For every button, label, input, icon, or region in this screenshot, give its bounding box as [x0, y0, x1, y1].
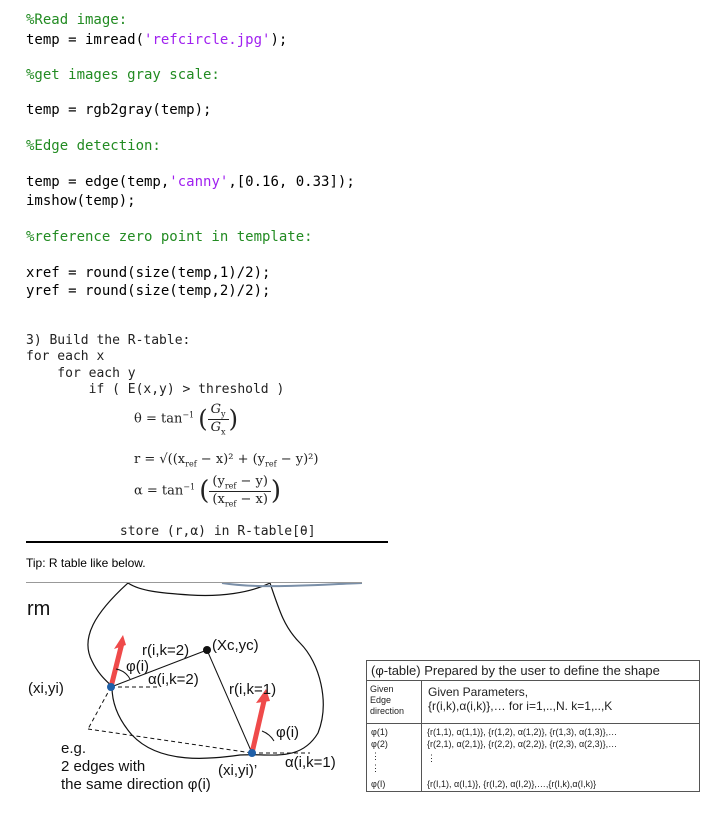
col1-line: Edge — [370, 695, 392, 705]
comment-edge-detection: %Edge detection: — [26, 138, 161, 154]
formula-sub: ref — [185, 459, 197, 469]
formula-exponent: −1 — [183, 482, 196, 492]
col1-line: direction — [370, 706, 405, 716]
r-table-row-value: {r(1,1), α(1,1)}, {r(1,2), α(1,2)}, {r(1,3), α(1,3)},… — [427, 727, 618, 737]
formula-theta: $\theta = \tan^{-1}$ ( $\frac{G_y}{G_x}$ ) — [134, 402, 238, 437]
formula-denominator: (x — [212, 491, 225, 507]
r-table-ellipsis: ⋮ — [427, 753, 436, 763]
label-two-edges: 2 edges with — [61, 758, 146, 775]
formula-sub: ref — [224, 499, 237, 509]
formula-fraction — [209, 474, 271, 508]
formula-text: − y)²) — [276, 452, 319, 467]
gradient-arrow-top — [111, 643, 122, 687]
label-reference-center: (Xc,yc) — [212, 637, 259, 654]
r-table-col1-header — [367, 681, 421, 720]
r-table-row-key: φ(1) — [371, 727, 388, 737]
r-line-k1 — [207, 650, 252, 753]
comment-gray-scale: %get images gray scale: — [26, 67, 220, 83]
edge-point-bottom — [248, 749, 256, 757]
formula-numerator: (y — [212, 474, 225, 489]
code-text: temp = imread( — [26, 32, 145, 48]
r-table-row-key: φ(I) — [371, 779, 386, 789]
r-table-row-value: {r(I,1), α(I,1)}, {r(I,2), α(I,2)},…,{r(I,k),α(I,k)} — [427, 779, 597, 789]
formula-r — [134, 452, 318, 469]
formula-fraction — [208, 402, 229, 436]
r-table-header: (φ-table) Prepared by the user to define the shape — [367, 661, 699, 681]
r-table-column-headers — [367, 681, 699, 724]
code-text: ); — [270, 32, 288, 48]
dashed-bottom — [88, 729, 252, 753]
tip-text: Tip: R table like below. — [26, 556, 146, 570]
reference-point — [203, 646, 211, 654]
pseudo-for-x: for each x — [26, 349, 105, 364]
label-same-direction: the same direction φ(i) — [61, 776, 211, 793]
col2-title: Given Parameters, — [428, 685, 529, 699]
label-r-ik1: r(i,k=1) — [229, 681, 277, 698]
formula-numerator: G — [210, 402, 222, 417]
r-table — [366, 660, 700, 792]
code-line-edge — [26, 173, 355, 191]
formula-text: θ = tan — [134, 411, 183, 427]
label-alpha-ik2: α(i,k=2) — [148, 671, 199, 688]
dashed-tangent — [88, 687, 111, 729]
label-alpha-ik1: α(i,k=1) — [285, 754, 336, 771]
formula-sub: x — [221, 427, 226, 437]
label-r-ik2: r(i,k=2) — [142, 642, 190, 659]
formula-text: α = tan — [134, 483, 184, 499]
code-line-imread — [26, 31, 287, 49]
label-eg: e.g. — [61, 740, 87, 757]
angle-arc-phi-right — [262, 731, 274, 741]
comment-read-image: %Read image: — [26, 12, 128, 28]
pseudo-title: 3) Build the R-table: — [26, 333, 191, 348]
arrow-head — [114, 635, 126, 649]
r-table-ellipsis: ⋮ — [371, 763, 380, 773]
code-line-yref: yref = round(size(temp,2)/2); — [26, 283, 271, 299]
formula-denominator: G — [210, 419, 222, 435]
formula-numerator: − y) — [236, 474, 268, 489]
col1-line: Given — [370, 684, 394, 694]
code-text: ,[0.16, 0.33]); — [228, 174, 355, 190]
label-rm: rm — [27, 598, 51, 620]
code-line-imshow: imshow(temp); — [26, 193, 136, 209]
label-xi-yi: (xi,yi) — [28, 680, 64, 697]
figure-shadow-line — [222, 583, 362, 586]
gradient-arrow-bottom — [252, 701, 264, 753]
label-phi-right: φ(i) — [276, 724, 300, 741]
r-table-row-value: {r(2,1), α(2,1)}, {r(2,2), α(2,2)}, {r(2,3), α(2,3)},… — [427, 739, 618, 749]
formula-exponent: −1 — [182, 410, 195, 420]
comment-reference-point: %reference zero point in template: — [26, 229, 313, 245]
formula-sub: ref — [224, 481, 237, 491]
pseudo-store: store (r,α) in R-table[θ] — [26, 524, 316, 539]
code-string: 'refcircle.jpg' — [144, 32, 271, 48]
code-line-rgb2gray: temp = rgb2gray(temp); — [26, 102, 212, 118]
pseudo-for-y: for each y — [26, 366, 136, 381]
formula-sub: ref — [265, 459, 277, 469]
code-line-xref: xref = round(size(temp,1)/2); — [26, 265, 271, 281]
r-table-body — [367, 723, 699, 791]
edge-point-top — [107, 683, 115, 691]
r-table-col2-header — [421, 681, 699, 723]
formula-text: − x)² + (y — [196, 452, 266, 467]
section-divider — [26, 541, 388, 543]
formula-denominator: − x) — [236, 491, 268, 507]
r-table-row-key: φ(2) — [371, 739, 388, 749]
r-table-ellipsis: ⋮ — [371, 751, 380, 761]
label-xi-yi-prime: (xi,yi)’ — [218, 762, 258, 779]
formula-alpha: $\alpha = \tan^{-1}$ ( $\frac{(y_{ref} - y)}{(x_{ref} - x)}$ ) — [134, 474, 282, 509]
label-phi-top: φ(i) — [126, 658, 150, 675]
code-text: temp = edge(temp, — [26, 174, 170, 190]
col2-formula: {r(i,k),α(i,k)},… for i=1,..,N. k=1,..,K — [428, 699, 613, 713]
formula-text: r = √((x — [134, 452, 186, 467]
pseudo-if: if ( E(x,y) > threshold ) — [26, 382, 285, 397]
formula-sub: y — [221, 409, 226, 419]
code-string: 'canny' — [169, 174, 229, 190]
